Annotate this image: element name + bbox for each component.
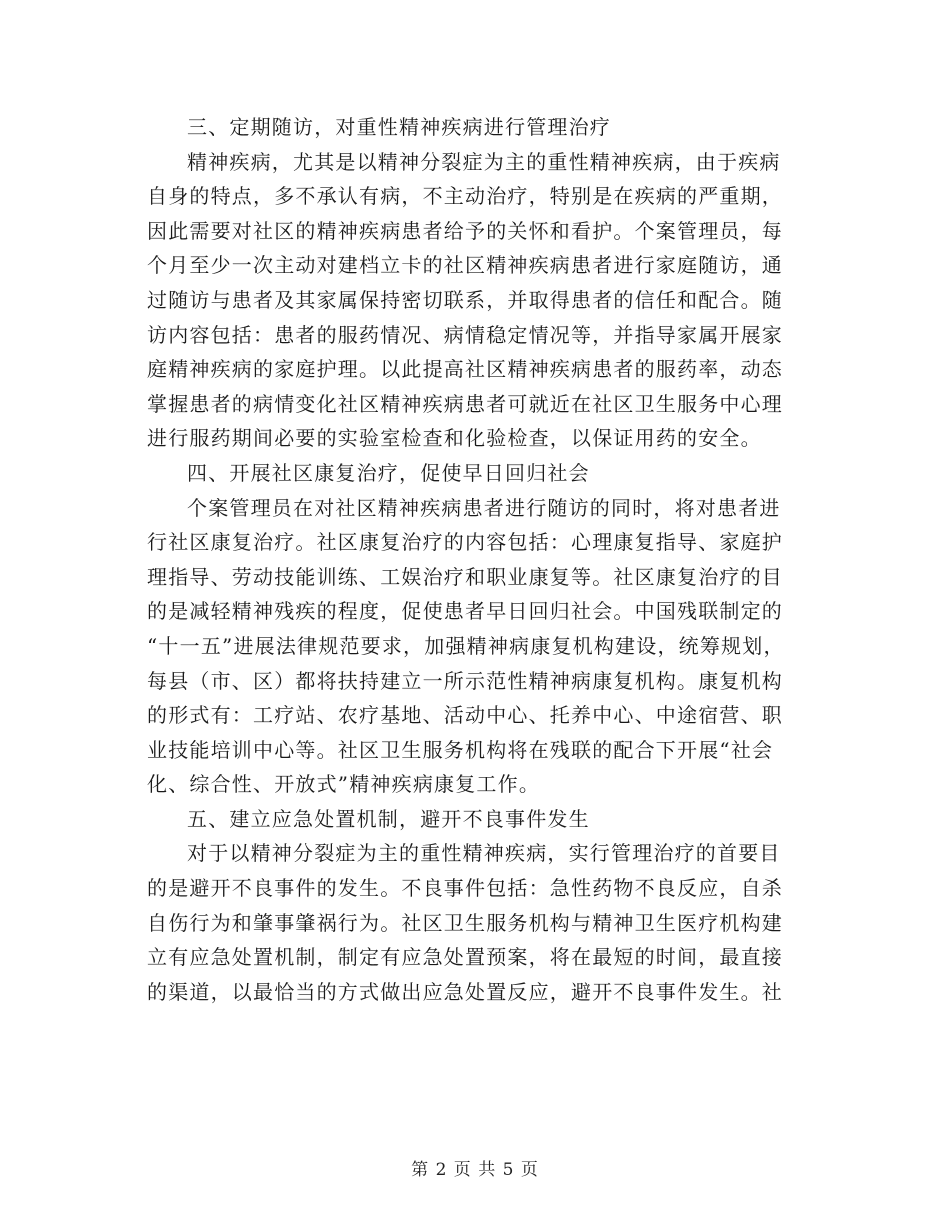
paragraph-line: 自伤行为和肇事肇祸行为。社区卫生服务机构与精神卫生医疗机构建 bbox=[147, 910, 783, 935]
section-heading-3: 三、定期随访，对重性精神疾病进行管理治疗 bbox=[187, 115, 611, 139]
paragraph-line: 理指导、劳动技能训练、工娱治疗和职业康复等。社区康复治疗的目 bbox=[147, 564, 783, 589]
document-body bbox=[147, 110, 803, 1009]
paragraph-line: 个案管理员在对社区精神疾病患者进行随访的同时，将对患者进 bbox=[187, 495, 781, 520]
paragraph-line: 立有应急处置机制，制定有应急处置预案，将在最短的时间，最直接 bbox=[147, 945, 783, 970]
paragraph-line: 掌握患者的病情变化社区精神疾病患者可就近在社区卫生服务中心理 bbox=[147, 391, 783, 416]
paragraph-line: 过随访与患者及其家属保持密切联系，并取得患者的信任和配合。随 bbox=[147, 287, 783, 312]
paragraph-line: 进行服药期间必要的实验室检查和化验检查，以保证用药的安全。 bbox=[147, 426, 762, 451]
section-heading-5: 五、建立应急处置机制，避开不良事件发生 bbox=[187, 806, 590, 831]
paragraph-line: 因此需要对社区的精神疾病患者给予的关怀和看护。个案管理员，每 bbox=[147, 218, 783, 243]
paragraph-line: 的形式有：工疗站、农疗基地、活动中心、托养中心、中途宿营、职 bbox=[147, 703, 783, 728]
paragraph-line: 访内容包括：患者的服药情况、病情稳定情况等，并指导家属开展家 bbox=[147, 322, 783, 347]
paragraph-line: “十一五”进展法律规范要求，加强精神病康复机构建设，统筹规划， bbox=[147, 633, 785, 658]
paragraph-line: 精神疾病，尤其是以精神分裂症为主的重性精神疾病，由于疾病 bbox=[187, 149, 781, 174]
paragraph-line: 每县（市、区）都将扶持建立一所示范性精神病康复机构。康复机构 bbox=[147, 668, 783, 693]
section-heading-4: 四、开展社区康复治疗，促使早日回归社会 bbox=[187, 460, 590, 485]
paragraph-line: 的是减轻精神残疾的程度，促使患者早日回归社会。中国残联制定的 bbox=[147, 599, 783, 624]
paragraph-line: 对于以精神分裂症为主的重性精神疾病，实行管理治疗的首要目 bbox=[187, 841, 781, 866]
paragraph-line: 的渠道，以最恰当的方式做出应急处置反应，避开不良事件发生。社 bbox=[147, 979, 783, 1004]
paragraph-line: 的是避开不良事件的发生。不良事件包括：急性药物不良反应，自杀 bbox=[147, 876, 783, 901]
paragraph-line: 自身的特点，多不承认有病，不主动治疗，特别是在疾病的严重期， bbox=[147, 184, 783, 209]
paragraph-line: 化、综合性、开放式”精神疾病康复工作。 bbox=[147, 772, 541, 797]
paragraph-line: 业技能培训中心等。社区卫生服务机构将在残联的配合下开展“社会 bbox=[147, 737, 774, 762]
paragraph-line: 行社区康复治疗。社区康复治疗的内容包括：心理康复指导、家庭护 bbox=[147, 530, 783, 555]
paragraph-line: 庭精神疾病的家庭护理。以此提高社区精神疾病患者的服药率，动态 bbox=[147, 357, 783, 382]
page-number-footer: 第 2 页 共 5 页 bbox=[411, 1160, 539, 1180]
paragraph-line: 个月至少一次主动对建档立卡的社区精神疾病患者进行家庭随访，通 bbox=[147, 253, 783, 278]
